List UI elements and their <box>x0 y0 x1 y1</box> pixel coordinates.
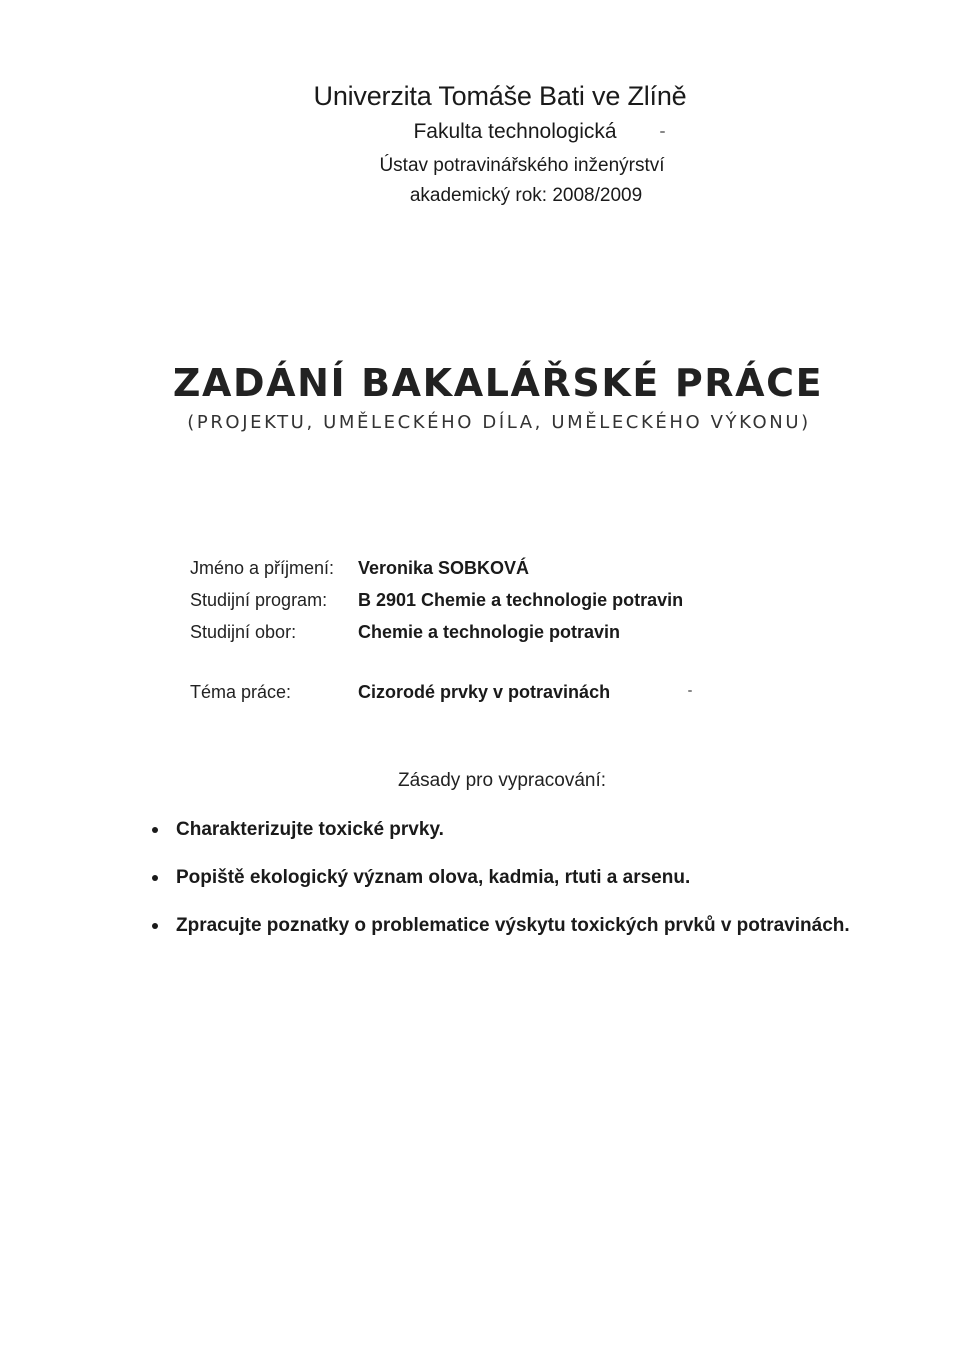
scan-speck <box>660 131 665 133</box>
page-subtitle: (PROJEKTU, UMĚLECKÉHO DÍLA, UMĚLECKÉHO VÝKONU) <box>187 412 811 433</box>
bullet-icon <box>152 827 158 833</box>
topic-label: Téma práce: <box>190 681 292 702</box>
document-title <box>0 358 960 436</box>
field-label: Jméno a příjmení: <box>190 557 335 578</box>
topic-row <box>190 676 610 708</box>
list-item <box>152 812 850 848</box>
list-item <box>152 908 850 944</box>
list-item-text: Zpracujte poznatky o problematice výskytu toxických prvků v potravinách. <box>176 915 850 936</box>
list-item <box>152 860 850 896</box>
field-label: Studijní obor: <box>190 621 297 642</box>
university-name: Univerzita Tomáše Bati ve Zlíně <box>313 81 687 111</box>
bullet-icon <box>152 875 158 881</box>
list-item-text: Popiště ekologický význam olova, kadmia, rtuti a arsenu. <box>176 867 691 888</box>
scan-speck <box>688 690 692 692</box>
topic-value: Cizorodé prvky v potravinách <box>358 681 611 702</box>
document-header <box>0 78 960 210</box>
field-value: Chemie a technologie potravin <box>358 621 621 642</box>
principles-list <box>152 812 850 956</box>
bullet-icon <box>152 923 158 929</box>
page-title: ZADÁNÍ BAKALÁŘSKÉ PRÁCE <box>172 361 824 405</box>
principles-heading: Zásady pro vypracování: <box>398 770 607 791</box>
field-row-field <box>190 616 683 648</box>
field-value: Veronika SOBKOVÁ <box>358 557 530 578</box>
academic-year: akademický rok: 2008/2009 <box>409 185 643 206</box>
field-label: Studijní program: <box>190 589 328 610</box>
field-value: B 2901 Chemie a technologie potravin <box>358 589 684 610</box>
field-row-program <box>190 584 683 616</box>
field-row-name <box>190 552 683 584</box>
faculty-name: Fakulta technologická <box>413 120 617 143</box>
institute-name: Ústav potravinářského inženýrství <box>379 155 665 176</box>
list-item-text: Charakterizujte toxické prvky. <box>176 819 444 840</box>
student-info <box>190 552 683 648</box>
